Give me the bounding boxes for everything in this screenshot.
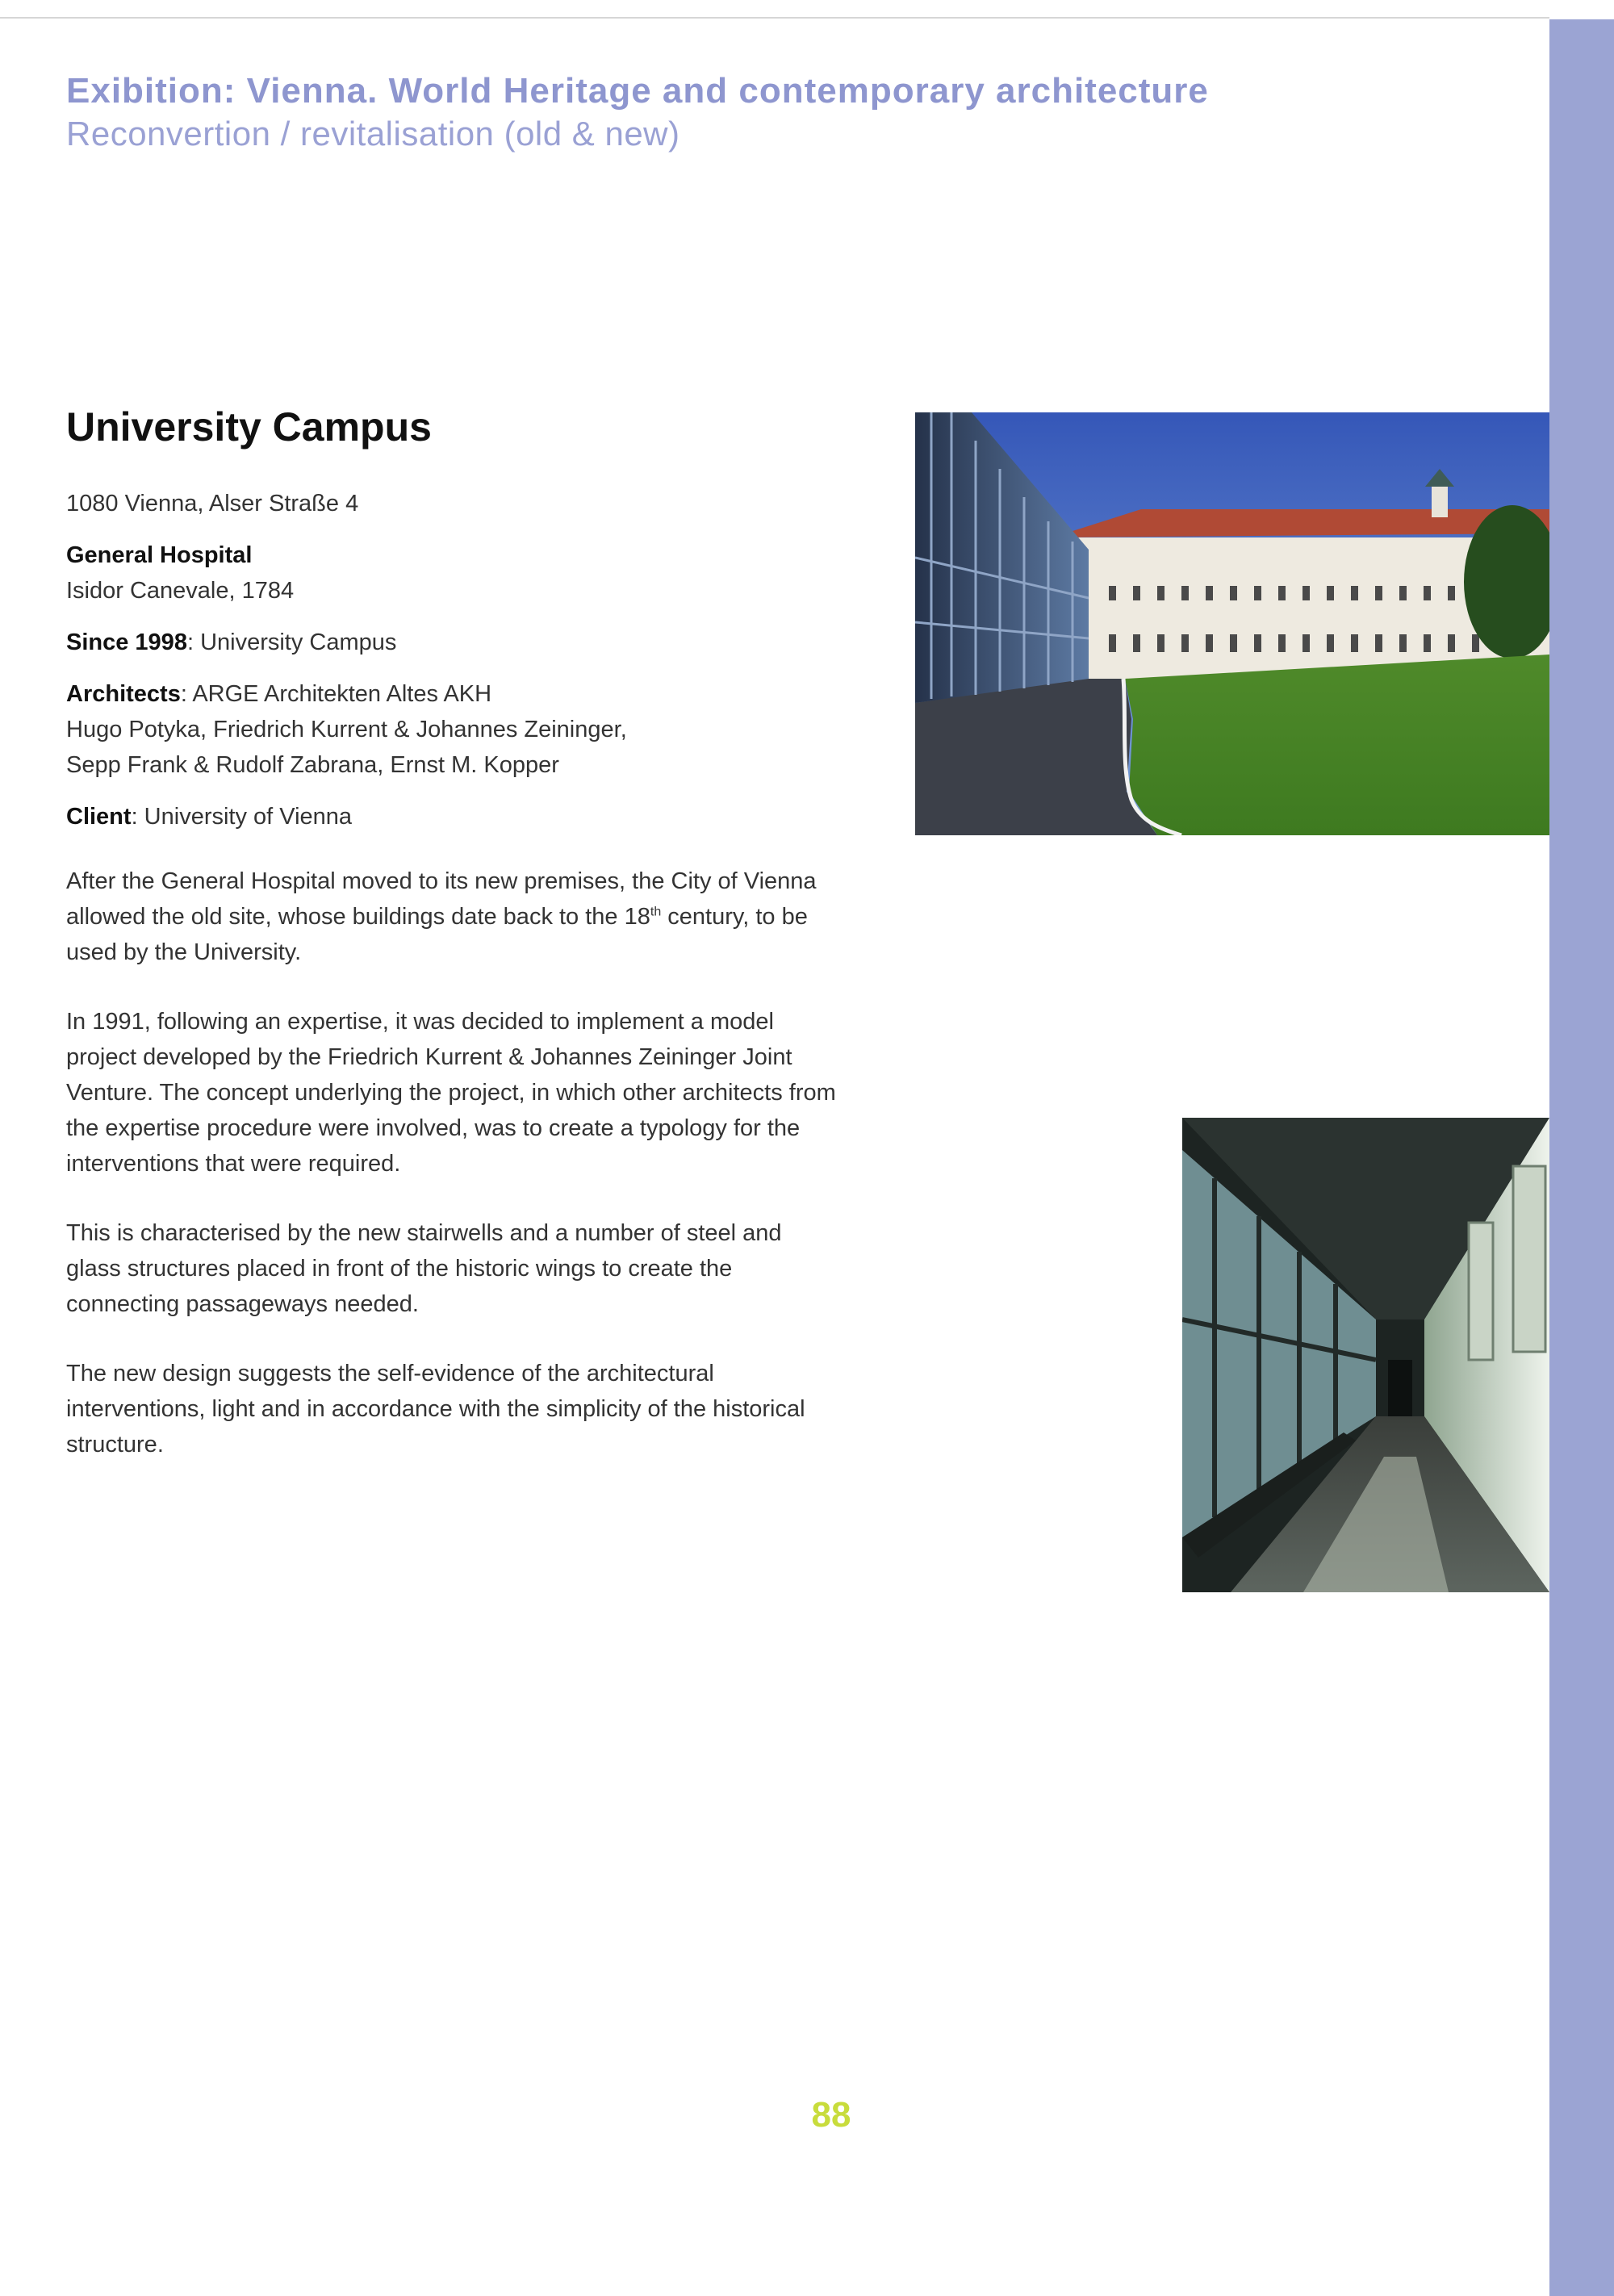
client-value: : University of Vienna	[131, 804, 353, 830]
address: 1080 Vienna, Alser Straße 4	[66, 491, 359, 516]
since-line	[66, 625, 841, 660]
architects-value: : ARGE Architekten Altes AKH	[180, 681, 492, 707]
campus-courtyard-image	[915, 412, 1549, 835]
since-label: Since 1998	[66, 629, 187, 655]
original-building-label: General Hospital	[66, 542, 253, 568]
client-line	[66, 799, 841, 834]
paragraph-2: In 1991, following an expertise, it was decided to implement a model project developed by the Friedrich Kurrent & Johannes Zeininger Joint Venture. The concept underlying the project, in which other architects from the expertise procedure were involved, was to create a typology for the interventions that were required.	[66, 1009, 836, 1177]
since-value: : University Campus	[186, 629, 397, 655]
top-rule	[0, 17, 1549, 19]
article-text	[66, 486, 841, 1462]
glass-corridor-photo	[1182, 1118, 1549, 1592]
original-building-detail: Isidor Canevale, 1784	[66, 578, 295, 604]
ordinal-suffix: th	[650, 905, 662, 919]
client-label: Client	[66, 804, 132, 830]
header-subtitle: Reconvertion / revitalisation (old & new)	[66, 115, 680, 153]
page-number: 88	[811, 2095, 851, 2135]
architects-line-3: Sepp Frank & Rudolf Zabrana, Ernst M. Kopper	[66, 752, 559, 778]
paragraph-1-text: After the General Hospital moved to its new premises, the City of Vienna allowed the old site, whose buildings date back to the 18	[66, 868, 817, 930]
architects-line-2: Hugo Potyka, Friedrich Kurrent & Johannes Zeininger,	[66, 717, 627, 742]
campus-courtyard-photo	[915, 412, 1549, 835]
side-color-band	[1549, 19, 1614, 2296]
paragraph-4: The new design suggests the self-evidence of the architectural interventions, light and in accordance with the simplicity of the historical structure.	[66, 1361, 805, 1457]
glass-corridor-image	[1182, 1118, 1549, 1592]
paragraph-1-end: century, to be used by the University.	[66, 904, 808, 965]
architects-line	[66, 676, 841, 712]
architects-label: Architects	[66, 681, 181, 707]
header-title: Exibition: Vienna. World Heritage and contemporary architecture	[66, 71, 1209, 111]
paragraph-1	[66, 864, 841, 970]
paragraph-3: This is characterised by the new stairwells and a number of steel and glass structures placed in front of the historic wings to create the connecting passageways needed.	[66, 1220, 782, 1317]
article-title: University Campus	[66, 404, 432, 450]
